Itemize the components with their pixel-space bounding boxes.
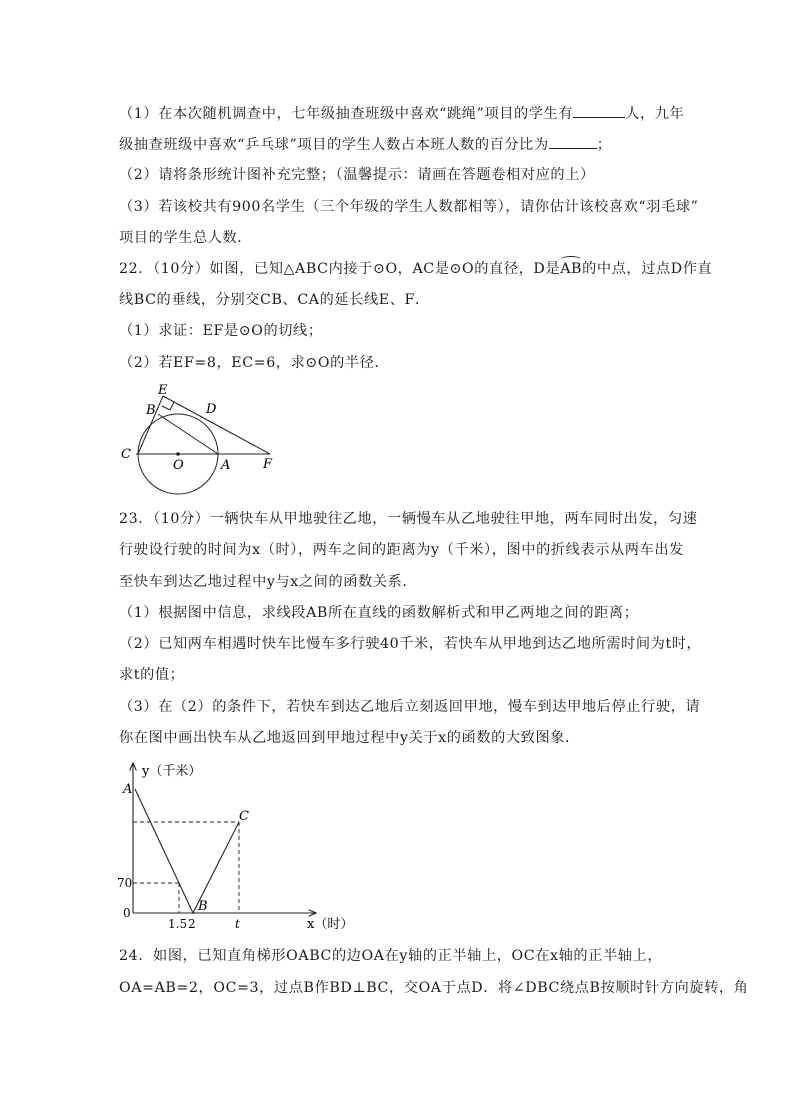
origin-label: 0 — [123, 906, 131, 920]
tick-70: 70 — [117, 876, 133, 890]
q21-p1-text-c: 级抽查班级中喜欢“乒乓球”项目的学生人数占本班人数的百分比为 — [119, 137, 549, 153]
point-c-label: C — [239, 809, 249, 824]
q23-heading-line1: 23．（10分）一辆快车从甲地驶往乙地，一辆慢车从乙地驶往甲地，两车同时出发，匀速 — [119, 511, 698, 527]
q22-circle-figure — [110, 380, 290, 500]
q22-heading-line2: 线BC的垂线，分别交CB、CA的延长线E、F． — [119, 292, 430, 308]
q24-line2: OA=AB=2，OC=3，过点B作BD⊥BC，交OA于点D．将∠DBC绕点B按顺时针方向旋转，角 — [119, 980, 749, 996]
q21-part3-line2: 项目的学生总人数． — [119, 230, 253, 246]
line-b-a — [158, 414, 218, 454]
tick-t: t — [235, 917, 240, 931]
y-axis-label: y（千米） — [142, 764, 202, 779]
label-f: F — [263, 457, 273, 472]
answer-blank — [549, 134, 597, 149]
q21-p1-text-a: （1）在本次随机调查中，七年级抽查班级中喜欢“跳绳”项目的学生有 — [119, 106, 574, 122]
answer-blank — [573, 103, 625, 118]
label-c: C — [121, 447, 131, 462]
q23-part2-line2: 求t的值； — [119, 667, 185, 683]
q22-part2: （2）若EF=8，EC=6，求⊙O的半径． — [119, 355, 390, 371]
arc-ab-symbol: AB — [560, 261, 583, 277]
q23-heading-line2: 行驶设行驶的时间为x（时），两车之间的距离为y（千米），图中的折线表示从两车出发 — [119, 542, 684, 558]
graph-polyline-abc — [135, 789, 239, 913]
q22-heading-line1 — [119, 259, 712, 279]
q23-part3-line1: （3）在（2）的条件下，若快车到达乙地后立刻返回甲地，慢车到达甲地后停止行驶，请 — [119, 699, 701, 715]
q21-part2: （2）请将条形统计图补充完整；（温馨提示：请画在答题卷相对应的上） — [119, 167, 595, 183]
point-b-label: B — [198, 899, 208, 914]
q22-part1: （1）求证：EF是⊙O的切线； — [119, 323, 323, 339]
q22-head-text-b: 的中点，过点D作直 — [582, 261, 713, 277]
q23-part3-line2: 你在图中画出快车从乙地返回到甲地过程中y关于x的函数的大致图象． — [119, 730, 580, 746]
q21-part1-line2 — [119, 134, 612, 155]
label-d: D — [206, 402, 217, 417]
q21-part3-line1: （3）若该校共有900名学生（三个年级的学生人数都相等），请你估计该校喜欢“羽毛球” — [119, 199, 699, 215]
label-e: E — [158, 383, 168, 398]
label-a: A — [221, 458, 231, 473]
x-axis-label: x（时） — [307, 917, 354, 932]
q23-part1: （1）根据图中信息，求线段AB所在直线的函数解析式和甲乙两地之间的距离； — [119, 605, 639, 621]
q22-head-text-a: 22．（10分）如图，已知△ABC内接于⊙O，AC是⊙O的直径，D是 — [119, 261, 561, 277]
q23-part2-line1: （2）已知两车相遇时快车比慢车多行驶40千米，若快车从甲地到达乙地所需时间为t时， — [119, 636, 702, 652]
center-dot — [176, 452, 180, 456]
q23-heading-line3: 至快车到达乙地过程中y与x之间的函数关系． — [119, 574, 418, 590]
label-b: B — [146, 403, 156, 418]
q24-line1: 24．如图，已知直角梯形OABC的边OA在y轴的正半轴上，OC在x轴的正半轴上， — [119, 948, 663, 964]
line-e-f — [163, 396, 270, 454]
point-a-label: A — [123, 782, 133, 797]
tick-1-5: 1.5 — [168, 917, 188, 931]
q21-p1-text-d: ； — [596, 137, 612, 153]
tick-2: 2 — [188, 917, 196, 931]
q23-distance-time-graph — [115, 758, 365, 933]
q21-p1-text-b: 人，九年 — [625, 106, 685, 122]
right-angle-mark — [162, 402, 174, 410]
label-o: O — [173, 458, 184, 473]
q21-part1-line1 — [119, 103, 684, 124]
